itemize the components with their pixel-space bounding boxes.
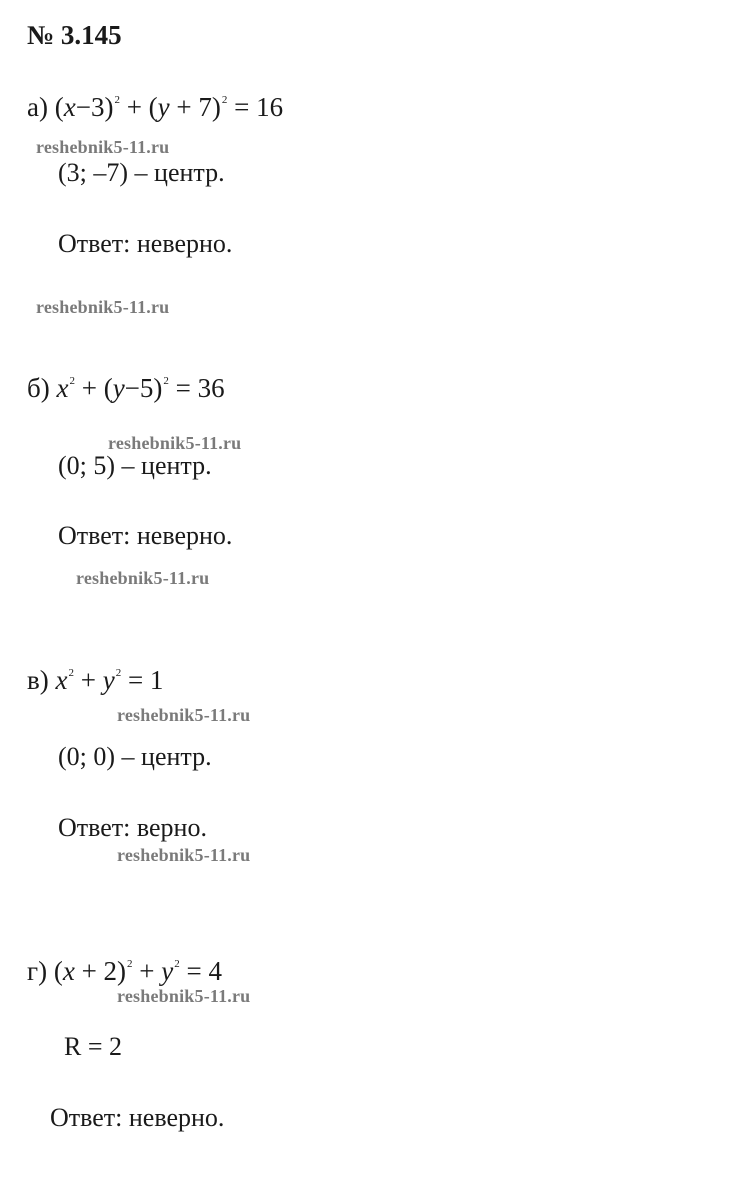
part-g-label: г) xyxy=(27,956,48,986)
part-b-equation: б) $x^2 + (y-5)^2 = 36$ xyxy=(27,373,225,403)
watermark: reshebnik5-11.ru xyxy=(76,568,210,588)
part-b-center: (0; 5) – центр. xyxy=(58,451,212,480)
watermark: reshebnik5-11.ru xyxy=(36,297,170,317)
part-a-center: (3; –7) – центр. xyxy=(58,158,225,187)
part-v-center: (0; 0) – центр. xyxy=(58,742,212,771)
watermark: reshebnik5-11.ru xyxy=(117,986,251,1006)
watermark: reshebnik5-11.ru xyxy=(117,845,251,865)
watermark: reshebnik5-11.ru xyxy=(117,705,251,725)
part-a-label: а) xyxy=(27,92,48,122)
part-a-answer: Ответ: неверно. xyxy=(58,229,233,258)
watermark: reshebnik5-11.ru xyxy=(108,433,242,453)
part-v-label: в) xyxy=(27,665,49,695)
part-b-label: б) xyxy=(27,373,50,403)
problem-number: № 3.145 xyxy=(27,20,122,50)
part-v-equation: в) $x^2 + y^2 = 1$ xyxy=(27,665,164,695)
part-g-answer: Ответ: неверно. xyxy=(50,1103,225,1132)
watermark: reshebnik5-11.ru xyxy=(36,137,170,157)
part-g-radius: R = 2 xyxy=(64,1032,123,1061)
part-b-answer: Ответ: неверно. xyxy=(58,521,233,550)
part-a-equation: а) $(x-3)^2 + (y + 7)^2 = 16$ xyxy=(27,92,284,122)
part-v-answer: Ответ: верно. xyxy=(58,813,207,842)
part-g-equation: г) $(x + 2)^2 + y^2 = 4$ xyxy=(27,956,222,986)
